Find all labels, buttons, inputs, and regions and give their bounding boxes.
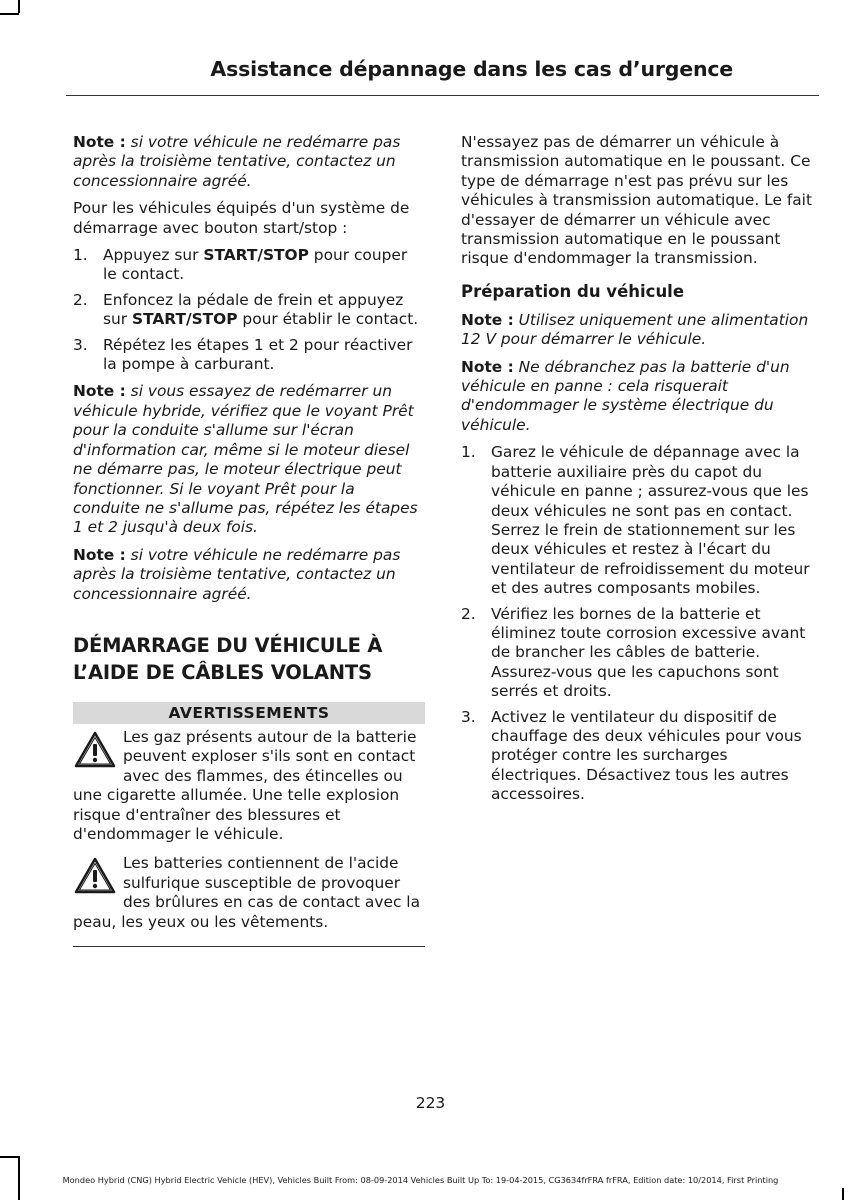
list-item: 2. Vérifiez les bornes de la batterie et éliminez toute corrosion excessive avant de brancher les câbles de batterie. Assurez-vous que les capuchons sont serrés et droits. — [461, 604, 806, 701]
warning-item: Les gaz présents autour de la batterie peuvent exploser s'ils sont en contact avec des flammes, des étincelles ou une cigarette allumée. Une telle explosion risque d'entraîner des blessures et d'endommager le véhicule. — [73, 727, 417, 843]
list-item: 1. Appuyez sur START/STOP pour couper le contact. — [73, 246, 408, 284]
preparation-steps — [461, 443, 813, 804]
note-restart: Note : si votre véhicule ne redémarre pas après la troisième tentative, contactez un concessionnaire agréé. — [73, 133, 401, 190]
start-stop-steps — [73, 246, 425, 374]
warning-item: Les batteries contiennent de l'acide sulfurique susceptible de provoquer des brûlures en cas de contact avec la peau, les yeux ou les vêtements. — [73, 854, 421, 931]
page-number: 223 — [415, 1094, 446, 1112]
list-item: 1. Garez le véhicule de dépannage avec la batterie auxiliaire près du capot du véhicule en panne ; assurez-vous que les deux véhicules ne sont pas en contact. Serrez le frein de stationnement sur les deux véhicules et restez à l'écart du ventilateur de refroidissement du moteur et des autres composants mobiles. — [461, 443, 810, 598]
crop-mark-bottom-right-vertical — [842, 1188, 844, 1200]
list-item: 2. Enfoncez la pédale de frein et appuyez sur START/STOP pour établir le contact. — [73, 290, 419, 329]
list-item: 3. Activez le ventilateur du dispositif de chauffage des deux véhicules pour vous protéger contre les surcharges électriques. Désactivez tous les autres accessoires. — [461, 707, 802, 804]
right-column — [461, 133, 813, 813]
title-divider — [66, 95, 819, 96]
list-item: 3. Répétez les étapes 1 et 2 pour réactiver la pompe à carburant. — [73, 335, 413, 374]
warnings-box — [73, 702, 425, 947]
warning-triangle-icon — [73, 730, 117, 770]
warnings-title: AVERTISSEMENTS — [73, 702, 425, 724]
crop-mark-bottom-left-vertical — [18, 1156, 20, 1200]
note-restart-dealer: Note : si votre véhicule ne redémarre pas après la troisième tentative, contactez un concessionnaire agréé. — [73, 545, 401, 603]
push-start-warning-text: N'essayez pas de démarrer un véhicule à transmission automatique en le poussant. Ce type de démarrage n'est pas prévu sur les véhicules à transmission automatique. Le fait d'essayer de démarrer un véhicule avec transmission automatique en le poussant risque d'endommager la transmission. — [461, 133, 812, 268]
note-disconnect-battery: Note : Ne débranchez pas la batterie d'un véhicule en panne : cela risquerait d'endommager le système électrique du véhicule. — [461, 357, 790, 434]
left-column — [73, 133, 425, 947]
warning-triangle-icon — [73, 856, 117, 896]
footer-edition-info: Mondeo Hybrid (CNG) Hybrid Electric Vehicle (HEV), Vehicles Built From: 08-09-2014 Vehicles Built Up To: 19-04-2015, CG3634frFRA frFRA, Edition date: 10/2014, First Printing — [62, 1175, 779, 1185]
crop-mark-top-left-vertical — [18, 0, 20, 13]
subheading-vehicle-preparation: Préparation du véhicule — [461, 281, 685, 301]
crop-mark-top-left-horizontal — [0, 13, 19, 15]
start-stop-intro: Pour les véhicules équipés d'un système de démarrage avec bouton start/stop : — [73, 199, 410, 237]
page-title: Assistance dépannage dans les cas d’urgence — [210, 57, 733, 81]
note-12v-supply: Note : Utilisez uniquement une alimentation 12 V pour démarrer le véhicule. — [461, 310, 809, 349]
note-hybrid-ready: Note : si vous essayez de redémarrer un véhicule hybride, vérifiez que le voyant Prêt pour la conduite s'allume sur l'écran d'information car, même si le moteur diesel ne démarre pas, le moteur électrique peut fonctionner. Si le voyant Prêt pour la conduite ne s'allume pas, répétez les étapes 1 et 2 jusqu'à deux fois. — [73, 382, 418, 537]
section-heading-jump-start: DÉMARRAGE DU VÉHICULE À L’AIDE DE CÂBLES VOLANTS — [73, 633, 383, 684]
crop-mark-bottom-left-horizontal — [0, 1156, 19, 1158]
